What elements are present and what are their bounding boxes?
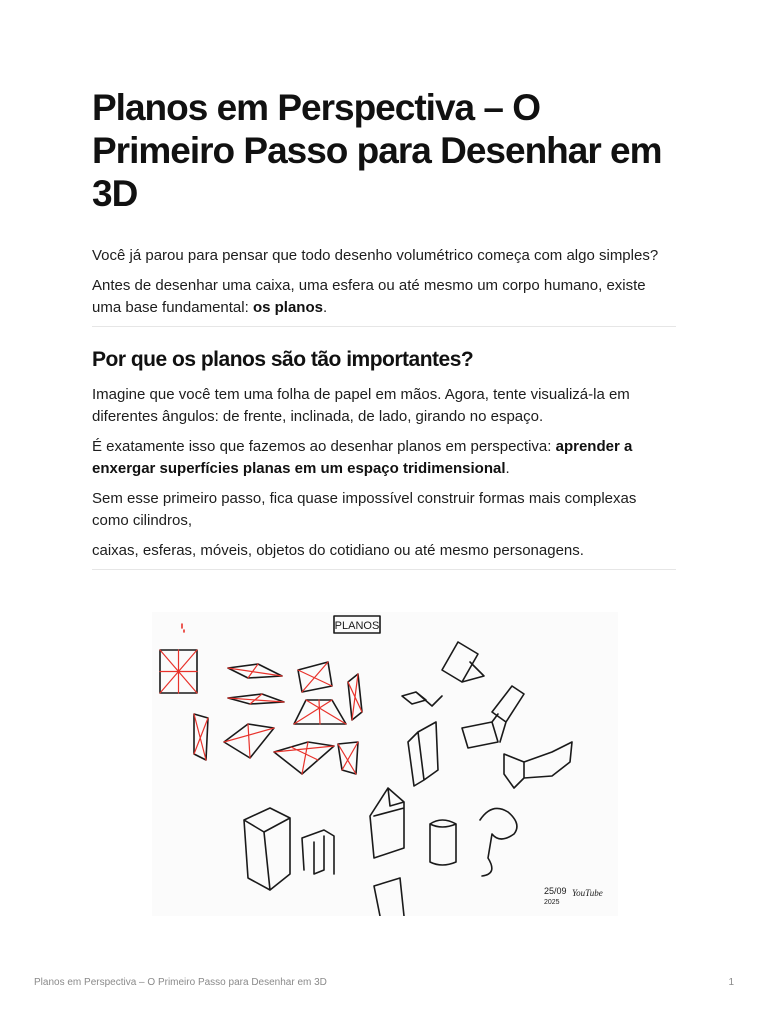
intro-paragraph-2-bold: os planos	[252, 299, 323, 316]
footer-page-number: 1	[728, 977, 734, 988]
section-paragraph-4: caixas, esferas, móveis, objetos do cotidiano ou até mesmo personagens.	[92, 542, 584, 559]
section-paragraph-1: Imagine que você tem uma folha de papel em mãos. Agora, tente visualizá-la em diferentes ângulos: de frente, inclinada, de lado, girando no espaço.	[92, 386, 630, 425]
page-title: Planos em Perspectiva – O Primeiro Passo para Desenhar em 3D	[92, 87, 662, 214]
section-paragraph-2-suffix: .	[505, 460, 510, 477]
sketch-label: PLANOS	[334, 620, 380, 632]
signature-text: YouTube	[572, 888, 603, 898]
planes-sketch-figure	[152, 612, 618, 916]
section-paragraph-2	[92, 436, 676, 480]
footer-title: Planos em Perspectiva – O Primeiro Passo para Desenhar em 3D	[34, 977, 327, 988]
intro-paragraph-2-suffix: .	[322, 299, 328, 316]
divider	[92, 569, 676, 570]
section-heading: Por que os planos são tão importantes?	[92, 348, 474, 371]
sketch-drawing	[152, 612, 618, 916]
divider	[92, 326, 676, 327]
section-paragraph-2-text: É exatamente isso que fazemos ao desenhar planos em perspectiva:	[92, 438, 556, 455]
section-paragraph-2-bold: aprender a enxergar superfícies planas em um espaço tridimensional	[92, 438, 633, 477]
signature-date: 25/09	[544, 886, 567, 896]
intro-paragraph-1: Você já parou para pensar que todo desenho volumétrico começa com algo simples?	[92, 247, 659, 264]
document-body	[92, 86, 676, 570]
intro-paragraph-2	[92, 275, 676, 319]
intro-paragraph-2-text: Antes de desenhar uma caixa, uma esfera ou até mesmo um corpo humano, existe uma base fundamental:	[92, 277, 646, 316]
signature-year: 2025	[544, 899, 560, 906]
section-paragraph-3: Sem esse primeiro passo, fica quase impossível construir formas mais complexas como cilindros,	[92, 490, 637, 529]
